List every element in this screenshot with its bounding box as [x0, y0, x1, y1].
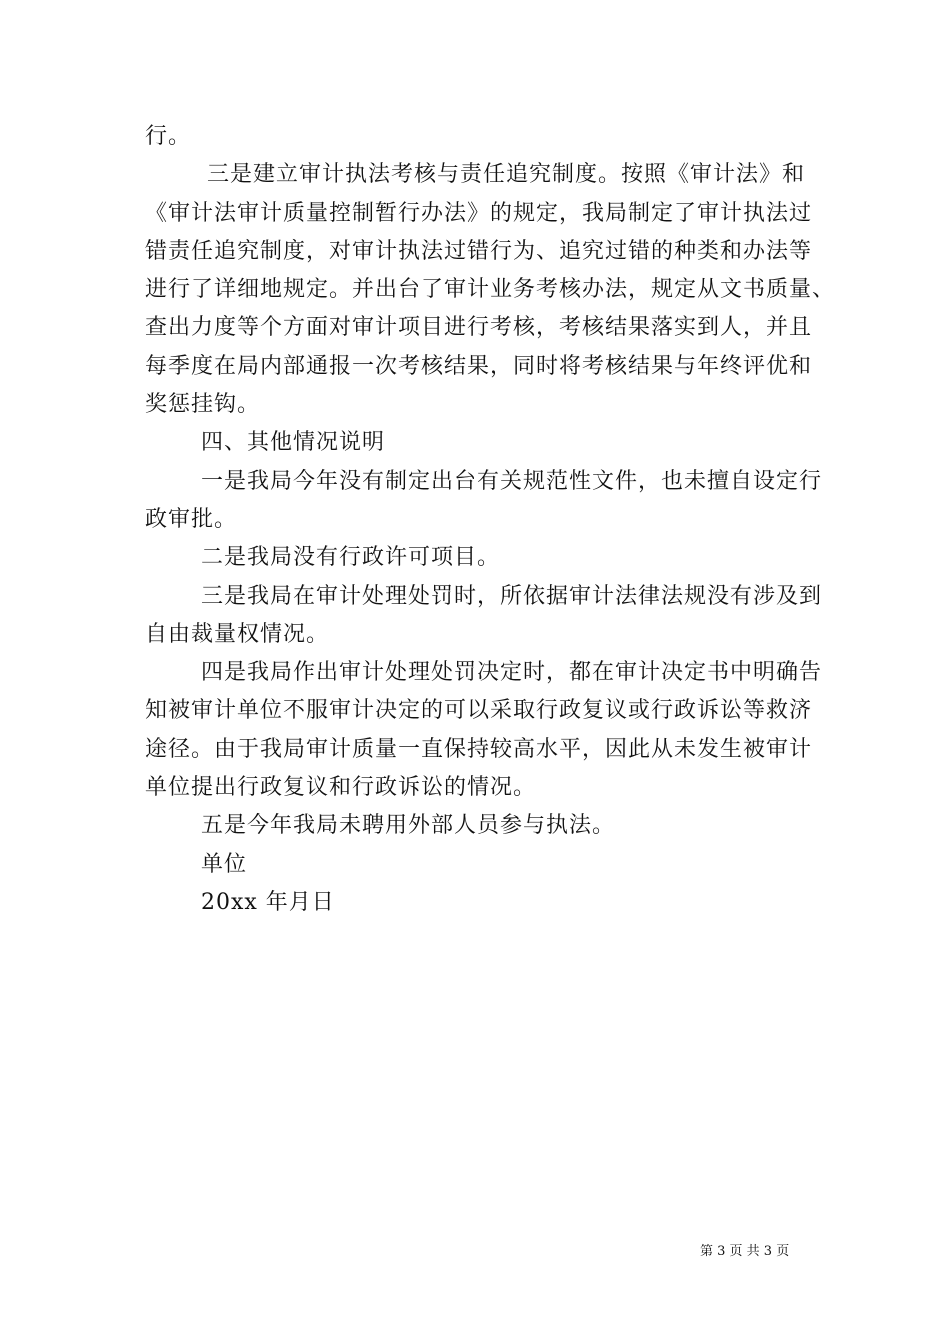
- signature-unit: 单位: [201, 851, 248, 877]
- text-line: 三是我局在审计处理处罚时，所依据审计法律法规没有涉及到: [201, 583, 823, 609]
- text-line: 一是我局今年没有制定出台有关规范性文件，也未擅自设定行: [201, 468, 823, 494]
- signature-date: 20xx 年月日: [201, 889, 335, 915]
- document-body: [145, 118, 836, 922]
- text-line: 五是今年我局未聘用外部人员参与执法。: [201, 813, 616, 839]
- text-line: 《审计法审计质量控制暂行办法》的规定，我局制定了审计执法过: [145, 200, 813, 226]
- text-line: 三是建立审计执法考核与责任追究制度。按照《审计法》和: [207, 162, 806, 188]
- text-line: 错责任追究制度，对审计执法过错行为、追究过错的种类和办法等: [145, 238, 813, 264]
- text-line: 进行了详细地规定。并出台了审计业务考核办法，规定从文书质量、: [145, 277, 836, 303]
- text-line: 知被审计单位不服审计决定的可以采取行政复议或行政诉讼等救济: [145, 698, 813, 724]
- text-line: 每季度在局内部通报一次考核结果，同时将考核结果与年终评优和: [145, 353, 813, 379]
- section-heading: 四、其他情况说明: [201, 430, 386, 456]
- text-line: 单位提出行政复议和行政诉讼的情况。: [145, 775, 537, 801]
- text-line: 自由裁量权情况。: [145, 621, 330, 647]
- text-line: 途径。由于我局审计质量一直保持较高水平，因此从未发生被审计: [145, 736, 813, 762]
- text-line: 四是我局作出审计处理处罚决定时，都在审计决定书中明确告: [201, 660, 823, 686]
- text-line: 奖惩挂钩。: [145, 392, 261, 418]
- text-line: 查出力度等个方面对审计项目进行考核，考核结果落实到人，并且: [145, 315, 813, 341]
- text-line: 二是我局没有行政许可项目。: [201, 545, 501, 571]
- page-number-footer: 第 3 页 共 3 页: [700, 1244, 790, 1259]
- text-line: 行。: [145, 124, 192, 149]
- text-line: 政审批。: [145, 506, 238, 532]
